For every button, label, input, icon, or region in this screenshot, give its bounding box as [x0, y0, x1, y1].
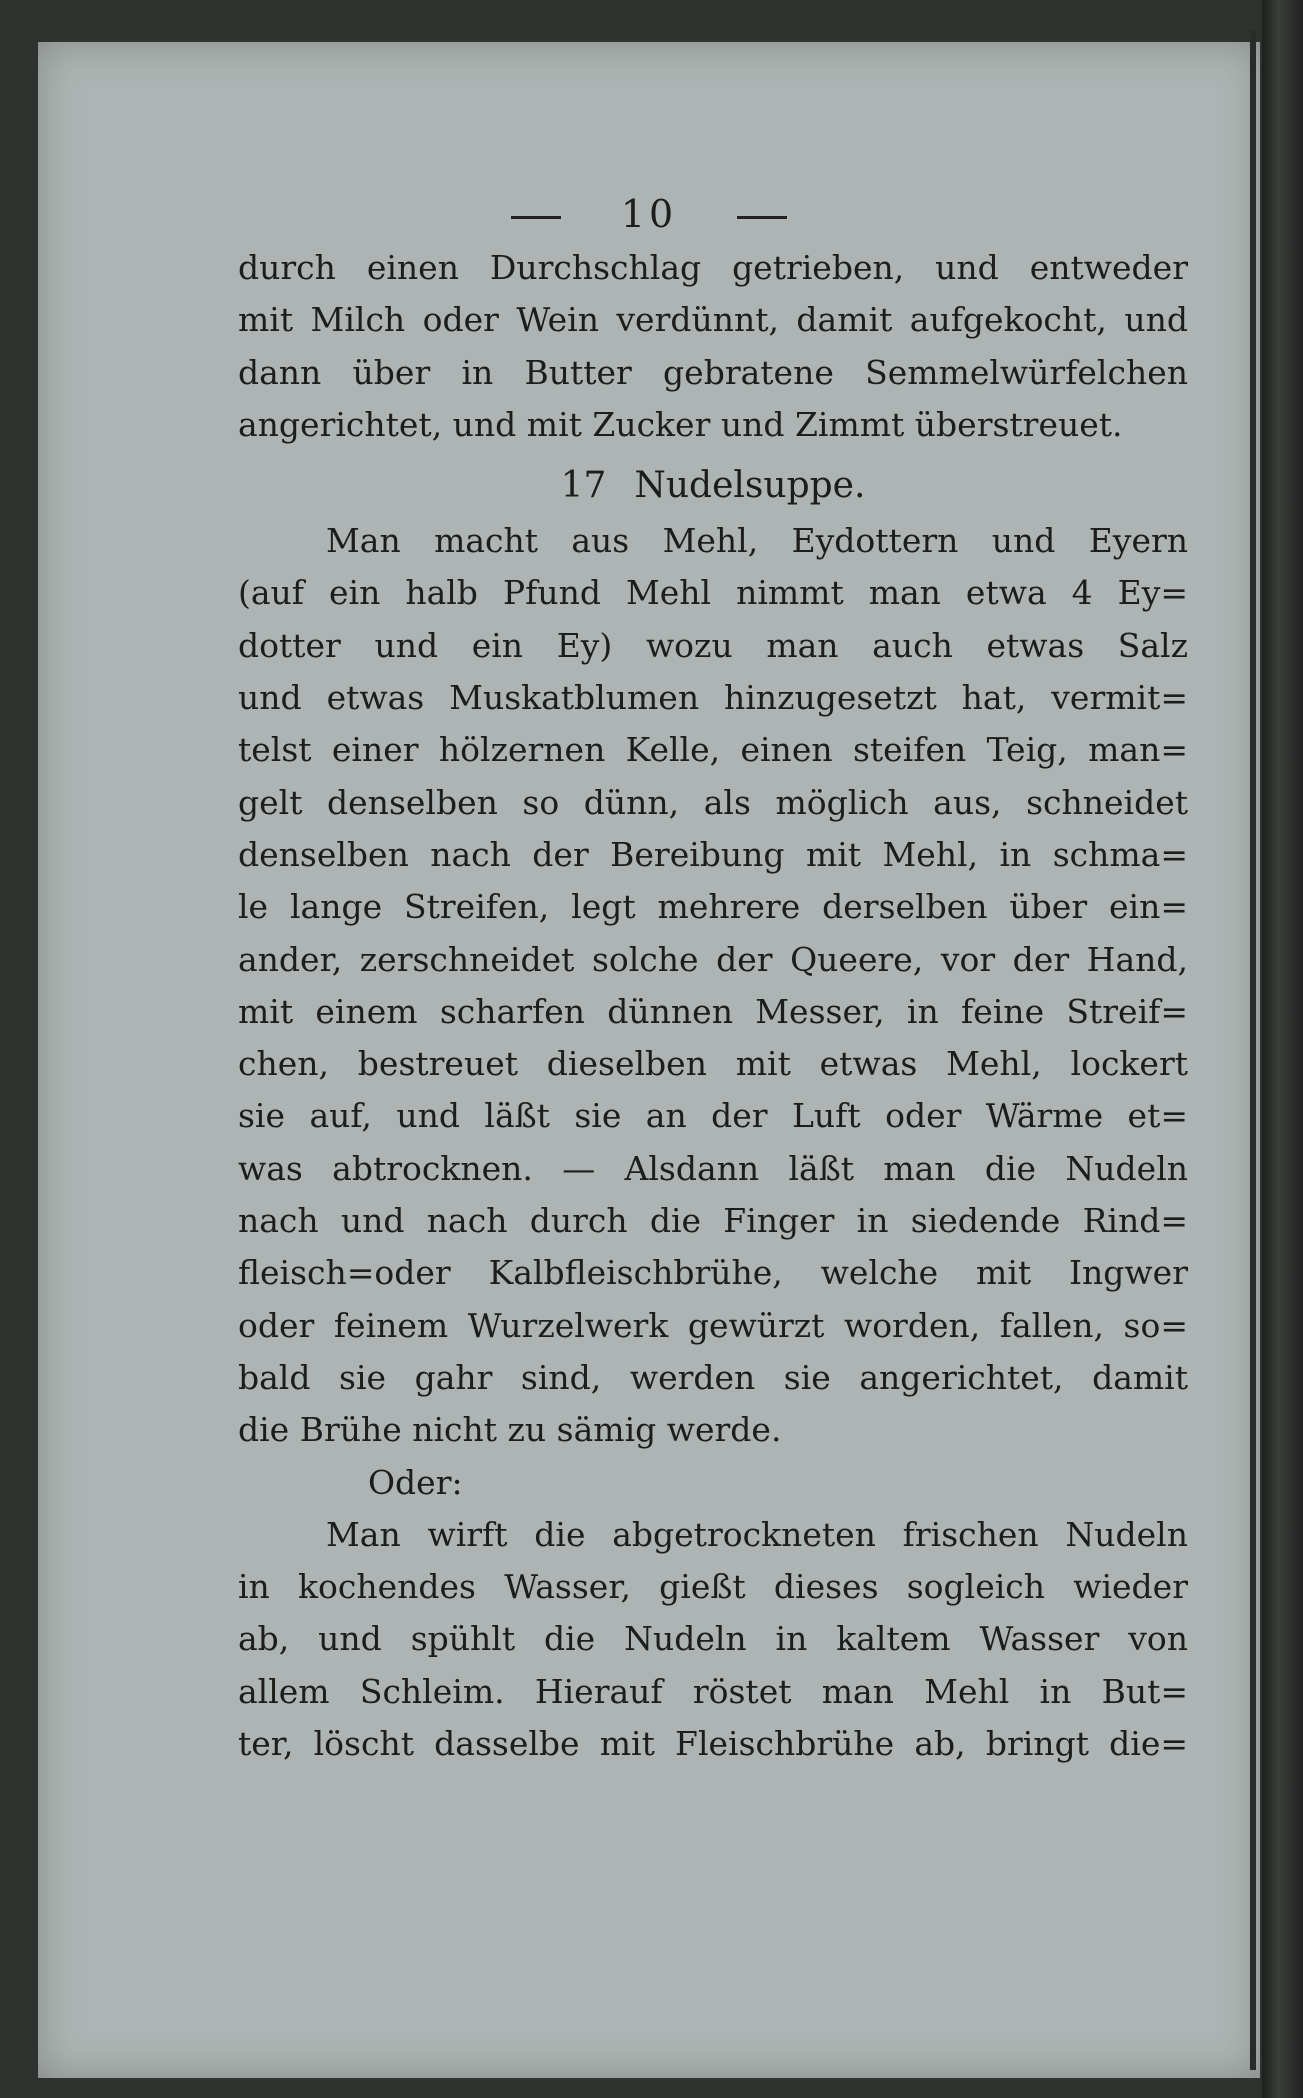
book-page	[38, 42, 1260, 2078]
text-line: in kochendes Wasser, gießt dieses sogleich wieder	[238, 1567, 1188, 1607]
text-line: die Brühe nicht zu sämig werde.	[238, 1410, 782, 1450]
text-line: ter, löscht dasselbe mit Fleischbrühe ab, bringt die=	[238, 1724, 1188, 1764]
oder-label: Oder:	[368, 1462, 463, 1502]
text-line: dotter und ein Ey) wozu man auch etwas Salz	[238, 625, 1188, 665]
header-dash-right	[737, 216, 787, 219]
text-line: und etwas Muskatblumen hinzugesetzt hat, vermit=	[238, 678, 1188, 718]
text-line: sie auf, und läßt sie an der Luft oder Wärme et=	[238, 1096, 1188, 1136]
page-number: 10	[620, 192, 678, 236]
text-line: fleisch=oder Kalbfleischbrühe, welche mit Ingwer	[238, 1253, 1188, 1293]
section-heading	[238, 457, 1188, 515]
text-line: Man macht aus Mehl, Eydottern und Eyern	[326, 521, 1188, 561]
section-title: Nudelsuppe.	[634, 465, 866, 507]
text-line: ab, und spühlt die Nudeln in kaltem Wasser von	[238, 1619, 1188, 1659]
text-line: allem Schleim. Hierauf röstet man Mehl in But=	[238, 1671, 1188, 1711]
text-line: le lange Streifen, legt mehrere derselben über ein=	[238, 887, 1188, 927]
section-number: 17	[560, 465, 607, 507]
page-text	[238, 242, 1188, 1770]
header-dash-left	[511, 216, 561, 219]
text-line: oder feinem Wurzelwerk gewürzt worden, fallen, so=	[238, 1305, 1188, 1345]
text-line: mit einem scharfen dünnen Messer, in feine Streif=	[238, 991, 1188, 1031]
text-line: mit Milch oder Wein verdünnt, damit aufgekocht, und	[238, 300, 1188, 340]
page-edge-shadow	[1250, 30, 1256, 2070]
book-spine-edge	[1262, 0, 1303, 2098]
text-line: bald sie gahr sind, werden sie angerichtet, damit	[238, 1357, 1188, 1397]
text-line: was abtrocknen. — Alsdann läßt man die Nudeln	[238, 1148, 1188, 1188]
text-line: Man wirft die abgetrockneten frischen Nudeln	[326, 1514, 1188, 1554]
page-header	[38, 192, 1260, 242]
text-line: denselben nach der Bereibung mit Mehl, in schma=	[238, 834, 1188, 874]
text-line: nach und nach durch die Finger in siedende Rind=	[238, 1201, 1188, 1241]
text-line: ander, zerschneidet solche der Queere, vor der Hand,	[238, 939, 1188, 979]
text-line: telst einer hölzernen Kelle, einen steifen Teig, man=	[238, 730, 1188, 770]
text-line: angerichtet, und mit Zucker und Zimmt überstreuet.	[238, 404, 1123, 444]
text-line: gelt denselben so dünn, als möglich aus, schneidet	[238, 782, 1188, 822]
text-line: chen, bestreuet dieselben mit etwas Mehl, lockert	[238, 1044, 1188, 1084]
text-line: dann über in Butter gebratene Semmelwürfelchen	[238, 352, 1188, 392]
text-line: (auf ein halb Pfund Mehl nimmt man etwa 4 Ey=	[238, 573, 1188, 613]
text-line: durch einen Durchschlag getrieben, und entweder	[238, 248, 1188, 287]
